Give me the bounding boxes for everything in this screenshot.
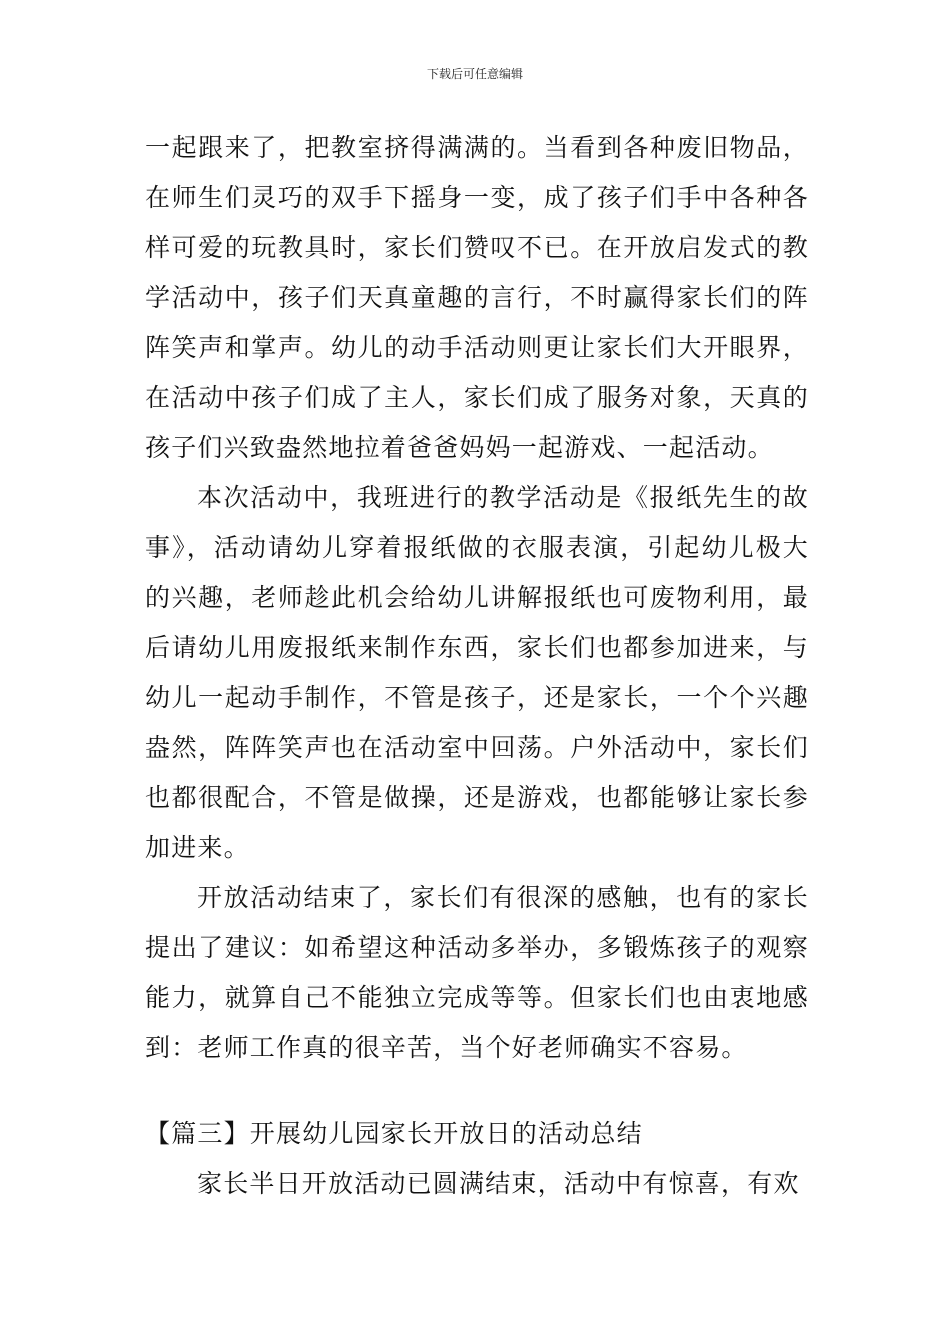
paragraph-continuation: 一起跟来了，把教室挤得满满的。当看到各种废旧物品，在师生们灵巧的双手下摇身一变，成了孩子们手中各种各样可爱的玩教具时，家长们赞叹不已。在开放启发式的教学活动中，孩子们天真童趣的言行，不时赢得家长们的阵阵笑声和掌声。幼儿的动手活动则更让家长们大开眼界，在活动中孩子们成了主人，家长们成了服务对象，天真的孩子们兴致盎然地拉着爸爸妈妈一起游戏、一起活动。 bbox=[145, 133, 809, 462]
paragraph-newspaper-activity: 本次活动中，我班进行的教学活动是《报纸先生的故事》，活动请幼儿穿着报纸做的衣服表演，引起幼儿极大的兴趣，老师趁此机会给幼儿讲解报纸也可废物利用，最后请幼儿用废报纸来制作东西，家长们也都参加进来，与幼儿一起动手制作，不管是孩子，还是家长，一个个兴趣盎然，阵阵笑声也在活动室中回荡。户外活动中，家长们也都很配合，不管是做操，还是游戏，也都能够让家长参加进来。 bbox=[145, 483, 809, 862]
section-first-paragraph: 家长半日开放活动已圆满结束，活动中有惊喜，有欢 bbox=[197, 1169, 800, 1198]
section-heading: 【篇三】开展幼儿园家长开放日的活动总结 bbox=[145, 1119, 643, 1148]
document-body bbox=[145, 123, 809, 1209]
paragraph-parent-feedback: 开放活动结束了，家长们有很深的感触，也有的家长提出了建议：如希望这种活动多举办，多锻炼孩子的观察能力，就算自己不能独立完成等等。但家长们也由衷地感到：老师工作真的很辛苦，当个好老师确实不容易。 bbox=[145, 883, 809, 1062]
header-note: 下载后可任意编辑 bbox=[426, 67, 523, 81]
